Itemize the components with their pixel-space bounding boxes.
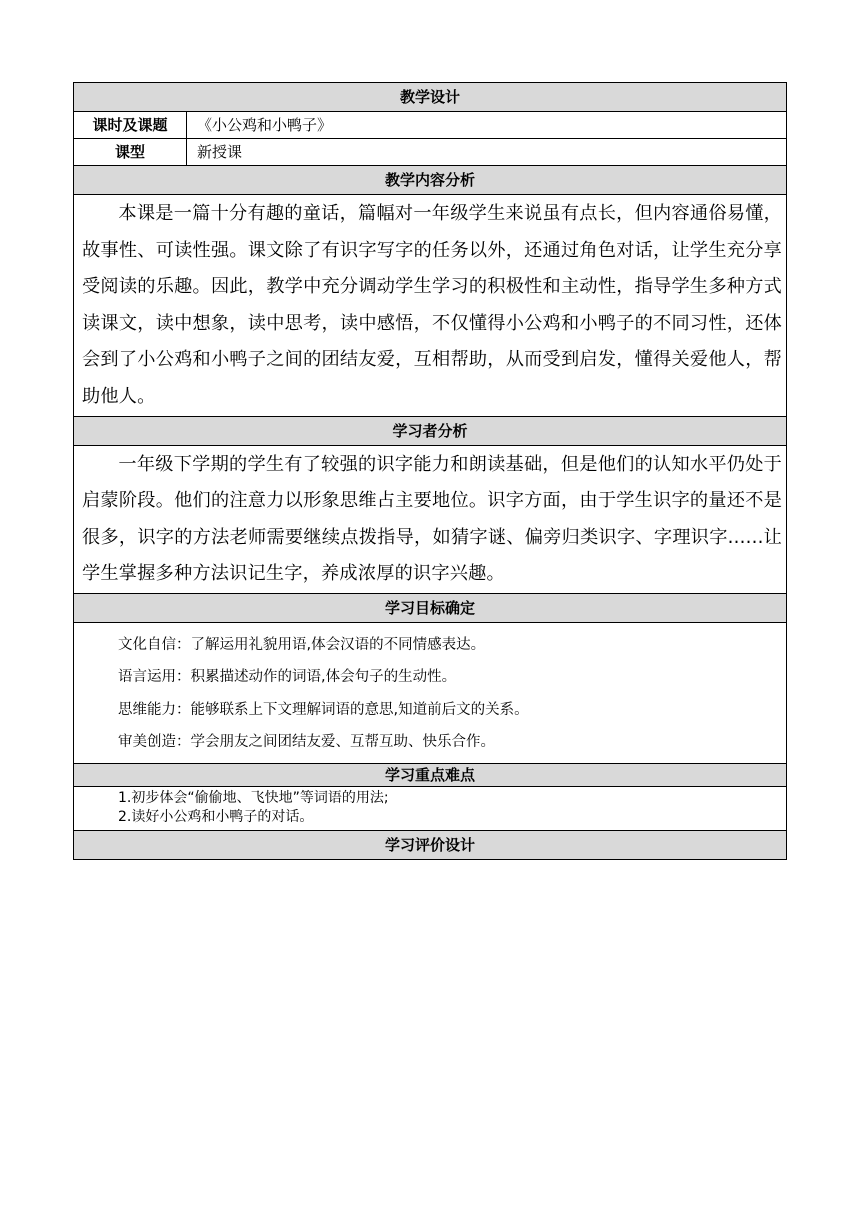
content-analysis-row xyxy=(74,195,787,417)
content-analysis-heading: 教学内容分析 xyxy=(74,166,787,195)
focus-heading: 学习重点难点 xyxy=(74,763,787,786)
lesson-plan-table xyxy=(73,82,787,860)
goals-heading: 学习目标确定 xyxy=(74,593,787,622)
goal-item: 文化自信：了解运用礼貌用语,体会汉语的不同情感表达。 xyxy=(118,636,486,653)
lesson-row xyxy=(74,112,787,139)
focus-list xyxy=(74,786,787,830)
lesson-label: 课时及课题 xyxy=(74,112,187,139)
learner-analysis-text: 一年级下学期的学生有了较强的识字能力和朗读基础，但是他们的认知水平仍处于启蒙阶段。他们的注意力以形象思维占主要地位。识字方面，由于学生识字的量还不是很多，识字的方法老师需要继续点拨指导，如猜字谜、偏旁归类识字、字理识字......让学生掌握多种方法识记生字，养成浓厚的识字兴趣。 xyxy=(74,445,787,593)
evaluation-heading-row xyxy=(74,830,787,859)
learner-analysis-heading: 学习者分析 xyxy=(74,416,787,445)
focus-item: 1.初步体会“偷偷地、飞快地”等词语的用法; xyxy=(118,789,389,806)
goal-item: 语言运用：积累描述动作的词语,体会句子的生动性。 xyxy=(118,669,457,686)
lesson-value: 《小公鸡和小鸭子》 xyxy=(187,112,787,139)
goals-heading-row xyxy=(74,593,787,622)
table-title: 教学设计 xyxy=(74,83,787,112)
lesson-plan-page xyxy=(73,82,786,860)
type-label: 课型 xyxy=(74,139,187,166)
goals-list xyxy=(74,622,787,763)
goals-row xyxy=(74,622,787,763)
learner-analysis-heading-row xyxy=(74,416,787,445)
goal-item: 审美创造：学会朋友之间团结友爱、互帮互助、快乐合作。 xyxy=(118,734,495,751)
goal-item: 思维能力：能够联系上下文理解词语的意思,知道前后文的关系。 xyxy=(118,701,529,718)
focus-heading-row xyxy=(74,763,787,786)
type-value: 新授课 xyxy=(187,139,787,166)
evaluation-heading: 学习评价设计 xyxy=(74,830,787,859)
focus-item: 2.读好小公鸡和小鸭子的对话。 xyxy=(118,808,314,825)
learner-analysis-row xyxy=(74,445,787,593)
content-analysis-heading-row xyxy=(74,166,787,195)
content-analysis-text: 本课是一篇十分有趣的童话，篇幅对一年级学生来说虽有点长，但内容通俗易懂，故事性、可读性强。课文除了有识字写字的任务以外，还通过角色对话，让学生充分享受阅读的乐趣。因此，教学中充分调动学生学习的积极性和主动性，指导学生多种方式读课文，读中想象，读中思考，读中感悟，不仅懂得小公鸡和小鸭子的不同习性，还体会到了小公鸡和小鸭子之间的团结友爱，互相帮助，从而受到启发，懂得关爱他人，帮助他人。 xyxy=(74,195,787,417)
focus-row xyxy=(74,786,787,830)
type-row xyxy=(74,139,787,166)
header-row xyxy=(74,83,787,112)
